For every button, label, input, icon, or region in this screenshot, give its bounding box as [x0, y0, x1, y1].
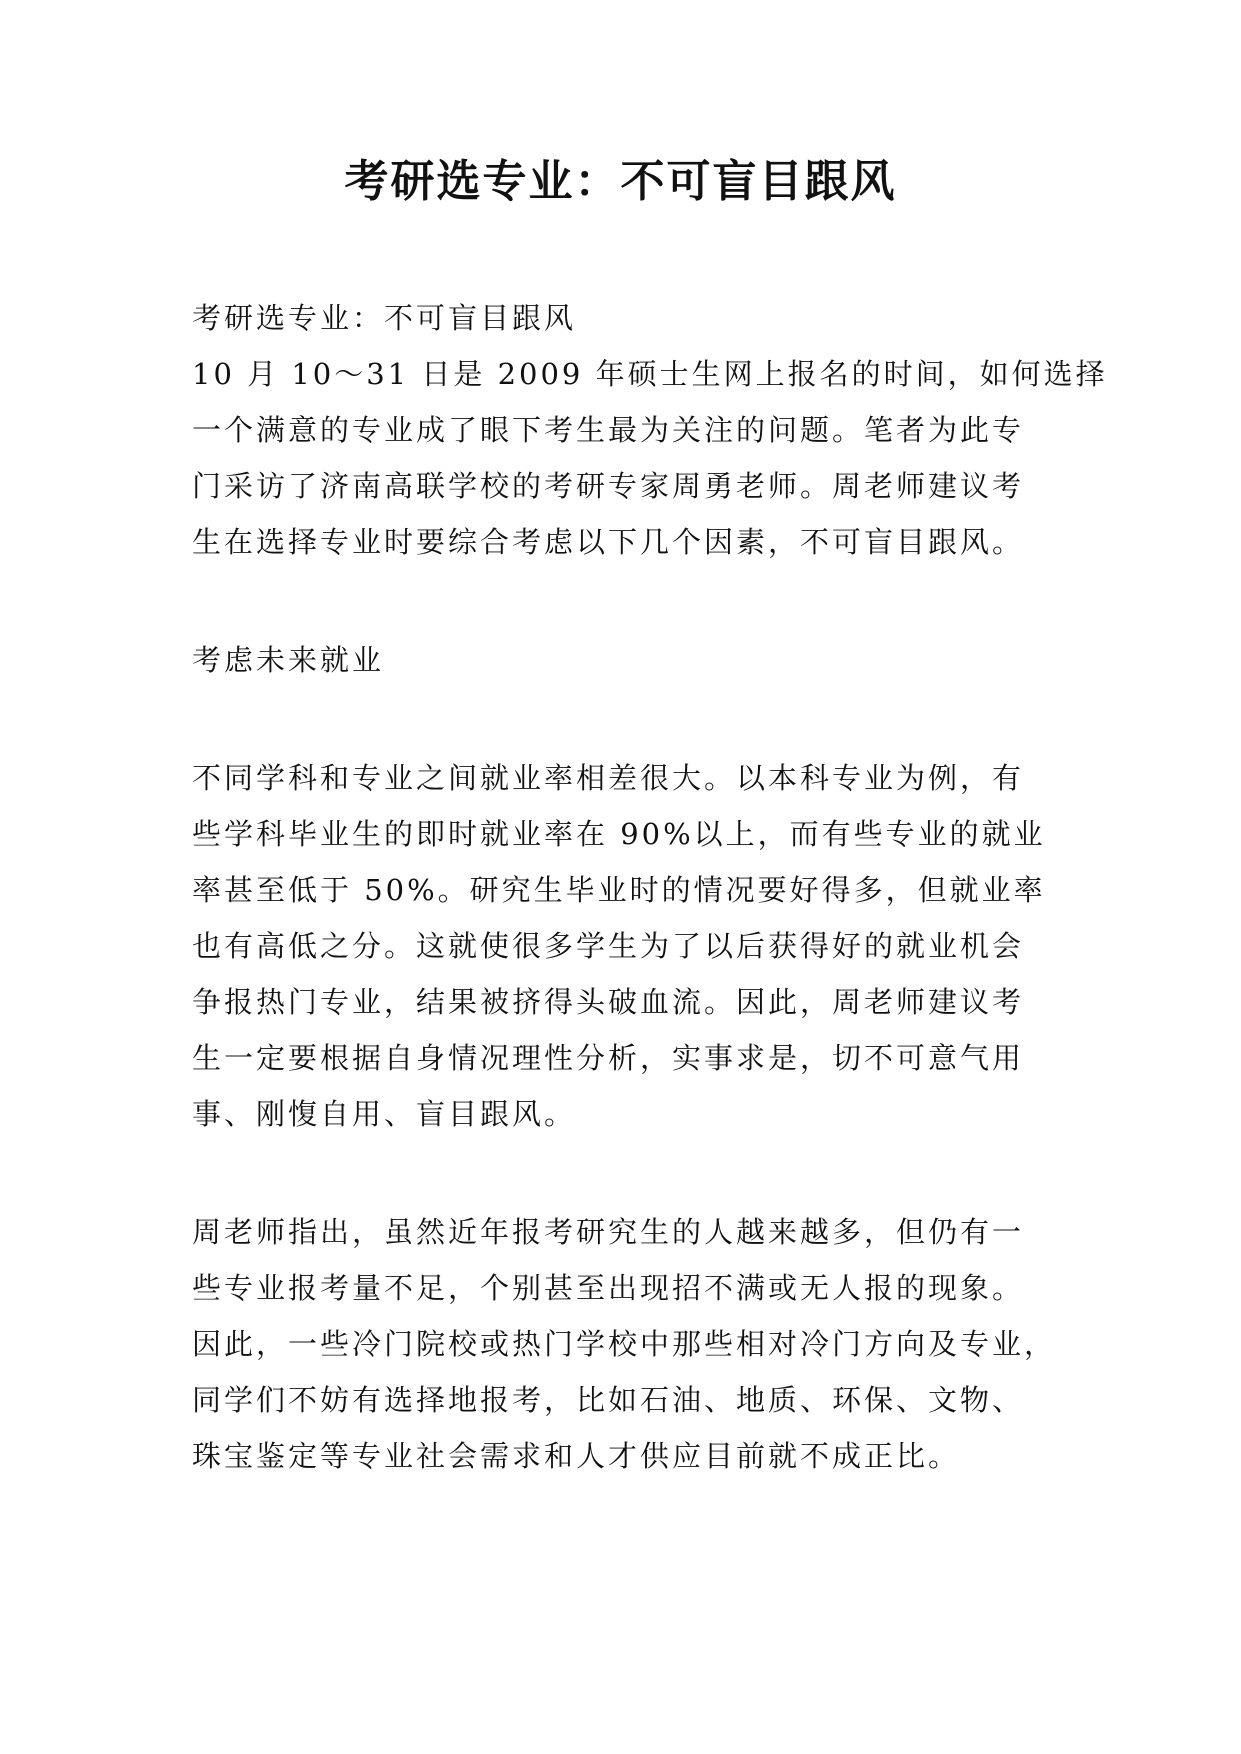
text-line: 事、刚愎自用、盲目跟风。: [192, 1097, 577, 1131]
paragraph-gap: [192, 688, 1072, 750]
text-line: 些专业报考量不足，个别甚至出现招不满或无人报的现象。: [192, 1271, 1025, 1305]
text-line: 一个满意的专业成了眼下考生最为关注的问题。笔者为此专: [192, 413, 1025, 447]
text-line: 生在选择专业时要综合考虑以下几个因素，不可盲目跟风。: [192, 525, 1025, 559]
cold-majors-paragraph: [192, 1204, 1072, 1484]
document-body: [192, 290, 1108, 1484]
section-heading: [192, 632, 1072, 688]
document-title: 考研选专业：不可盲目跟风: [344, 156, 897, 207]
text-line: 周老师指出，虽然近年报考研究生的人越来越多，但仍有一: [192, 1215, 1025, 1249]
section-heading-text: 考虑未来就业: [192, 643, 385, 677]
text-line: 生一定要根据自身情况理性分析，实事求是，切不可意气用: [192, 1041, 1025, 1075]
text-line: 也有高低之分。这就使很多学生为了以后获得好的就业机会: [192, 929, 1025, 963]
intro-paragraph: [192, 290, 1108, 570]
text-line: 门采访了济南高联学校的考研专家周勇老师。周老师建议考: [192, 469, 1025, 503]
paragraph-gap: [192, 1142, 1072, 1204]
text-line: 同学们不妨有选择地报考，比如石油、地质、环保、文物、: [192, 1383, 1025, 1417]
text-line: 争报热门专业，结果被挤得头破血流。因此，周老师建议考: [192, 985, 1025, 1019]
text-line: 珠宝鉴定等专业社会需求和人才供应目前就不成正比。: [192, 1439, 961, 1473]
text-line: 考研选专业：不可盲目跟风: [192, 301, 577, 335]
text-line: 率甚至低于 50%。研究生毕业时的情况要好得多，但就业率: [192, 873, 1046, 907]
employment-paragraph: [192, 750, 1072, 1142]
text-line: 些学科毕业生的即时就业率在 90%以上，而有些专业的就业: [192, 817, 1046, 851]
text-line: 因此，一些冷门院校或热门学校中那些相对冷门方向及专业，: [192, 1327, 1057, 1361]
paragraph-gap: [192, 570, 1072, 632]
text-line: 10 月 10～31 日是 2009 年硕士生网上报名的时间，如何选择: [192, 357, 1108, 391]
text-line: 不同学科和专业之间就业率相差很大。以本科专业为例，有: [192, 761, 1025, 795]
